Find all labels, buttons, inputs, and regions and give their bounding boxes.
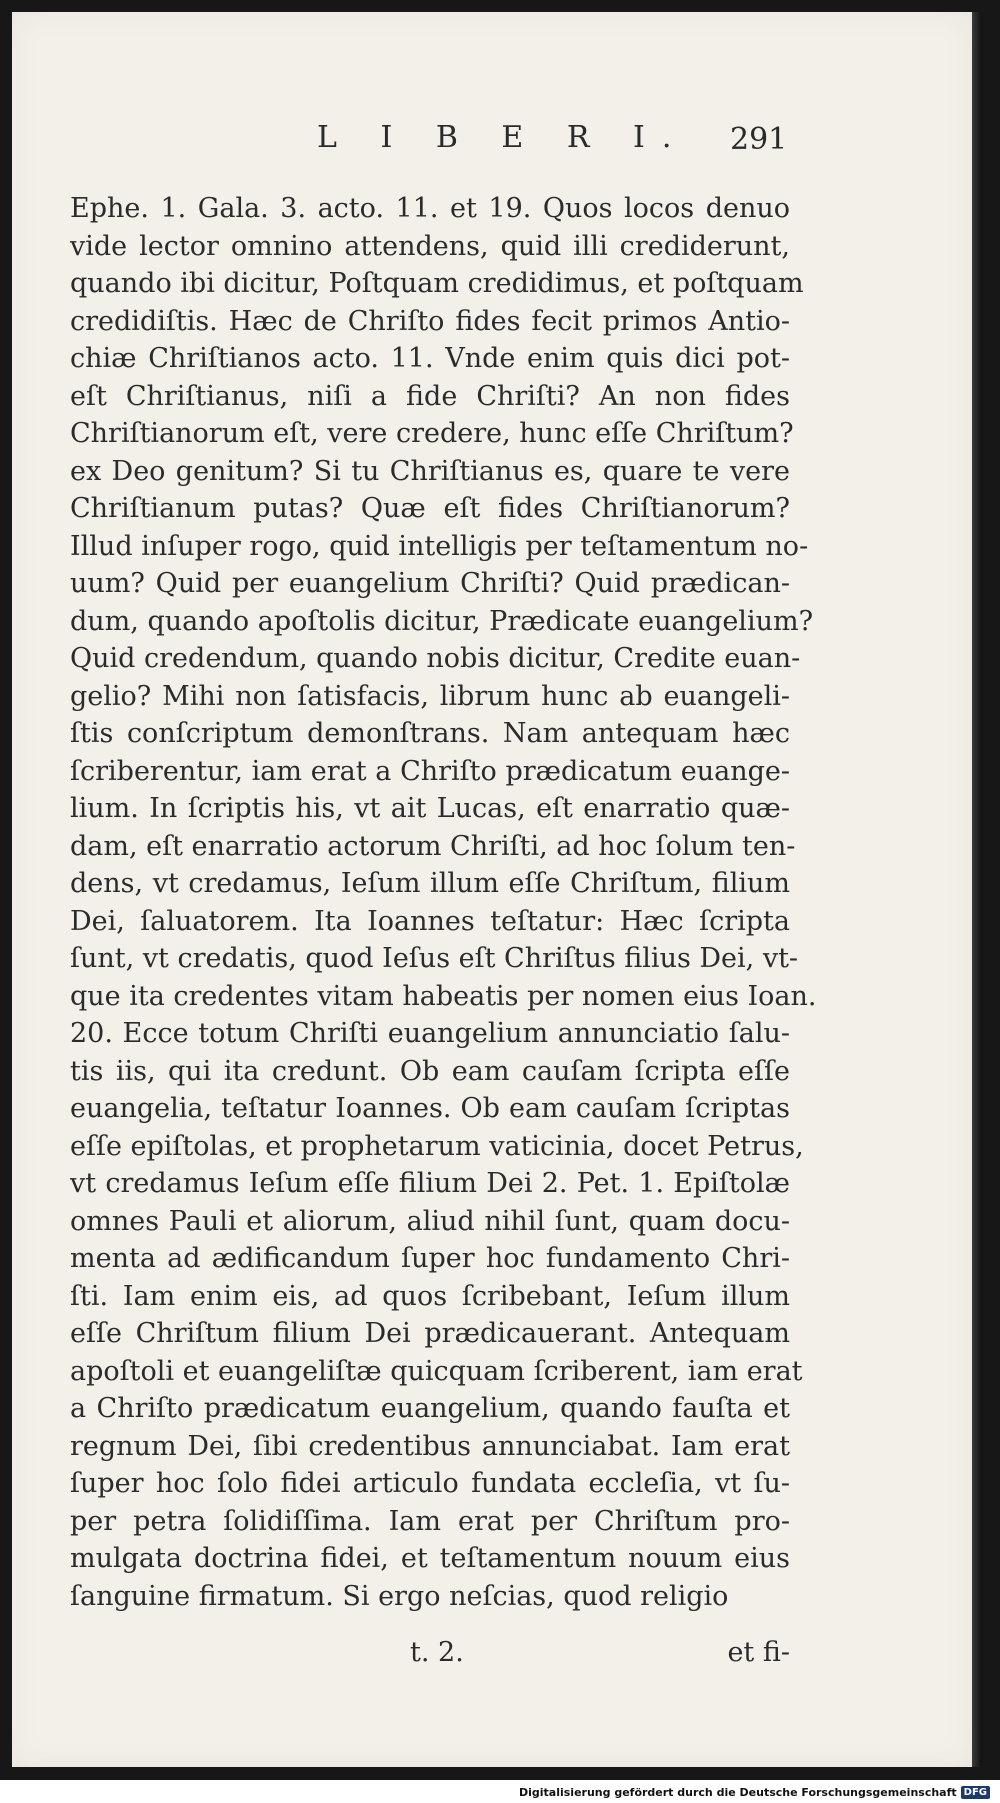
text-line: 20. Ecce totum Chriſti euangelium annunciatio ſalu- — [70, 1018, 790, 1049]
body-text — [70, 190, 817, 1615]
text-line: eſſe Chriſtum filium Dei prædicauerant. Antequam — [70, 1318, 790, 1349]
page-foot — [70, 1637, 790, 1677]
text-line: dens, vt credamus, Ieſum illum eſſe Chriſtum, filium — [70, 868, 790, 899]
book-edge — [972, 12, 982, 1767]
text-line: chiæ Chriſtianos acto. 11. Vnde enim quis dici pot- — [70, 343, 790, 374]
text-line: credidiſtis. Hæc de Chriſto fides fecit primos Antio- — [70, 305, 790, 337]
text-line: tis iis, qui ita credunt. Ob eam cauſam ſcripta eſſe — [70, 1055, 790, 1087]
text-line: ſti. Iam enim eis, ad quos ſcribebant, Ieſum illum — [70, 1280, 790, 1312]
text-line: Ephe. 1. Gala. 3. acto. 11. et 19. Quos locos denuo — [70, 193, 790, 224]
running-title: L I B E R I. — [317, 120, 689, 155]
text-line: vt credamus Ieſum eſſe filium Dei 2. Pet. 1. Epiſtolæ — [70, 1168, 790, 1199]
text-line: Chriſtianorum eſt, vere credere, hunc eſſe Chriſtum? — [70, 418, 794, 449]
text-line: Dei, ſaluatorem. Ita Ioannes teſtatur: Hæc ſcripta — [70, 905, 790, 937]
text-line: ex Deo genitum? Si tu Chriſtianus es, quare te vere — [70, 455, 790, 487]
text-line: ſunt, vt credatis, quod Ieſus eſt Chriſtus filius Dei, vt- — [70, 943, 799, 974]
digitization-credit — [519, 1783, 990, 1801]
text-line: que ita credentes vitam habeatis per nomen eius Ioan. — [70, 980, 817, 1012]
text-line: omnes Pauli et aliorum, aliud nihil ſunt, quam docu- — [70, 1205, 790, 1237]
text-line: Quid credendum, quando nobis dicitur, Credite euan- — [70, 643, 801, 674]
text-line: gelio? Mihi non ſatisfacis, librum hunc ab euangeli- — [70, 680, 790, 712]
text-line: per petra ſolidiſſima. Iam erat per Chriſtum pro- — [70, 1505, 790, 1537]
text-line: Illud inſuper rogo, quid intelligis per teſtamentum no- — [70, 530, 809, 562]
text-line: vide lector omnino attendens, quid illi crediderunt, — [70, 230, 790, 262]
text-line: a Chriſto prædicatum euangelium, quando fauſta et — [70, 1393, 790, 1424]
dfg-logo: DFG — [961, 1786, 990, 1799]
text-line: ſtis conſcriptum demonſtrans. Nam antequam hæc — [70, 718, 790, 749]
signature-mark: t. 2. — [410, 1637, 464, 1668]
running-head — [12, 120, 972, 170]
text-line: ſcriberentur, iam erat a Chriſto prædicatum euange- — [70, 755, 790, 787]
text-line: ſanguine firmatum. Si ergo neſcias, quod religio — [70, 1580, 729, 1612]
text-line: dam, eſt enarratio actorum Chriſti, ad hoc ſolum ten- — [70, 830, 796, 862]
text-line: ſuper hoc ſolo fidei articulo fundata eccleſia, vt ſu- — [70, 1468, 790, 1499]
text-line: eſſe epiſtolas, et prophetarum vaticinia, docet Petrus, — [70, 1130, 804, 1162]
text-line: regnum Dei, ſibi credentibus annunciabat. Iam erat — [70, 1430, 790, 1462]
text-line: euangelia, teſtatur Ioannes. Ob eam cauſam ſcriptas — [70, 1093, 790, 1124]
text-line: dum, quando apoſtolis dicitur, Prædicate euangelium? — [70, 605, 814, 637]
text-line: uum? Quid per euangelium Chriſti? Quid prædican- — [70, 568, 790, 599]
page-number: 291 — [730, 122, 788, 157]
book-page — [12, 12, 972, 1767]
text-line: mulgata doctrina fidei, et teſtamentum nouum eius — [70, 1543, 790, 1574]
text-line: menta ad ædificandum ſuper hoc fundamento Chri- — [70, 1243, 790, 1274]
credit-text: Digitalisierung gefördert durch die Deutsche Forschungsgemeinschaft — [518, 1785, 957, 1799]
text-line: Chriſtianum putas? Quæ eſt fides Chriſtianorum? — [70, 493, 790, 524]
text-line: apoſtoli et euangeliſtæ quicquam ſcriberent, iam erat — [70, 1355, 803, 1387]
text-line: eſt Chriſtianus, niſi a fide Chriſti? An non fides — [70, 380, 790, 412]
catchword: et fi- — [727, 1637, 790, 1668]
text-line: lium. In ſcriptis his, vt ait Lucas, eſt enarratio quæ- — [70, 793, 790, 824]
text-line: quando ibi dicitur, Poſtquam credidimus, et poſtquam — [70, 268, 804, 299]
